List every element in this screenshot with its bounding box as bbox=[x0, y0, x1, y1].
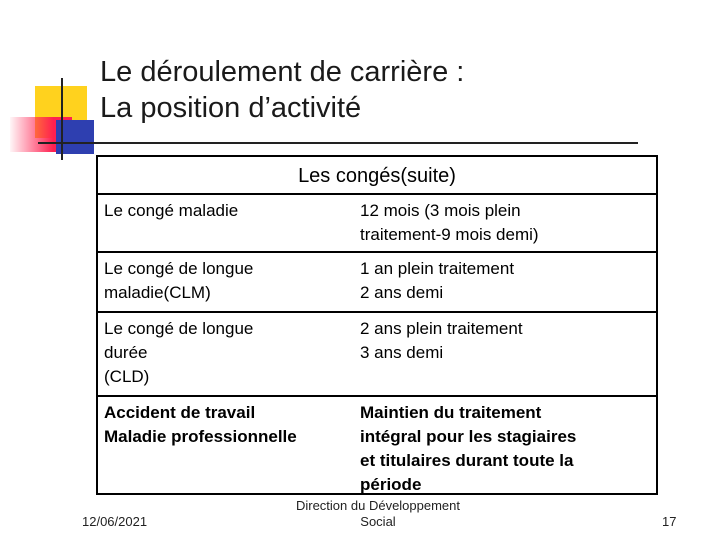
footer-date: 12/06/2021 bbox=[82, 514, 148, 529]
text-line: 2 ans plein traitement bbox=[360, 319, 523, 338]
row-label bbox=[104, 199, 238, 223]
table-row bbox=[98, 253, 656, 313]
text-line: 12 mois (3 mois plein bbox=[360, 201, 521, 220]
table-row bbox=[98, 195, 656, 253]
text-line: Maladie professionnelle bbox=[104, 427, 297, 446]
row-value bbox=[360, 199, 539, 247]
text-line: maladie(CLM) bbox=[104, 283, 211, 302]
footer-organization bbox=[250, 498, 506, 530]
row-value bbox=[360, 401, 576, 497]
text-line: Maintien du traitement bbox=[360, 403, 542, 422]
decoration-vertical-line bbox=[61, 78, 63, 160]
row-value bbox=[360, 317, 523, 365]
decoration-horizontal-line bbox=[38, 142, 638, 144]
text-line: Direction du Développement bbox=[295, 498, 461, 513]
slide-title bbox=[100, 54, 464, 126]
row-label bbox=[104, 401, 297, 449]
row-value bbox=[360, 257, 514, 305]
text-line: (CLD) bbox=[104, 367, 150, 386]
text-line: période bbox=[360, 475, 422, 494]
page-number: 17 bbox=[662, 514, 677, 529]
text-line: 1 an plein traitement bbox=[360, 259, 515, 278]
title-line: La position d’activité bbox=[100, 92, 362, 124]
text-line: intégral pour les stagiaires bbox=[360, 427, 577, 446]
leave-table bbox=[96, 155, 658, 495]
text-line: et titulaires durant toute la bbox=[360, 451, 574, 470]
text-line: durée bbox=[104, 343, 148, 362]
table-row bbox=[98, 313, 656, 397]
text-line: traitement-9 mois demi) bbox=[360, 225, 539, 244]
title-line: Le déroulement de carrière : bbox=[100, 56, 465, 88]
text-line: 3 ans demi bbox=[360, 343, 444, 362]
text-line: Social bbox=[360, 514, 396, 529]
row-label bbox=[104, 257, 253, 305]
text-line: Le congé de longue bbox=[104, 319, 254, 338]
table-row bbox=[98, 397, 656, 497]
row-label bbox=[104, 317, 253, 389]
table-header: Les congés(suite) bbox=[98, 157, 656, 195]
text-line: Accident de travail bbox=[104, 403, 256, 422]
text-line: Le congé de longue bbox=[104, 259, 254, 278]
text-line: Le congé maladie bbox=[104, 201, 239, 220]
text-line: 2 ans demi bbox=[360, 283, 444, 302]
